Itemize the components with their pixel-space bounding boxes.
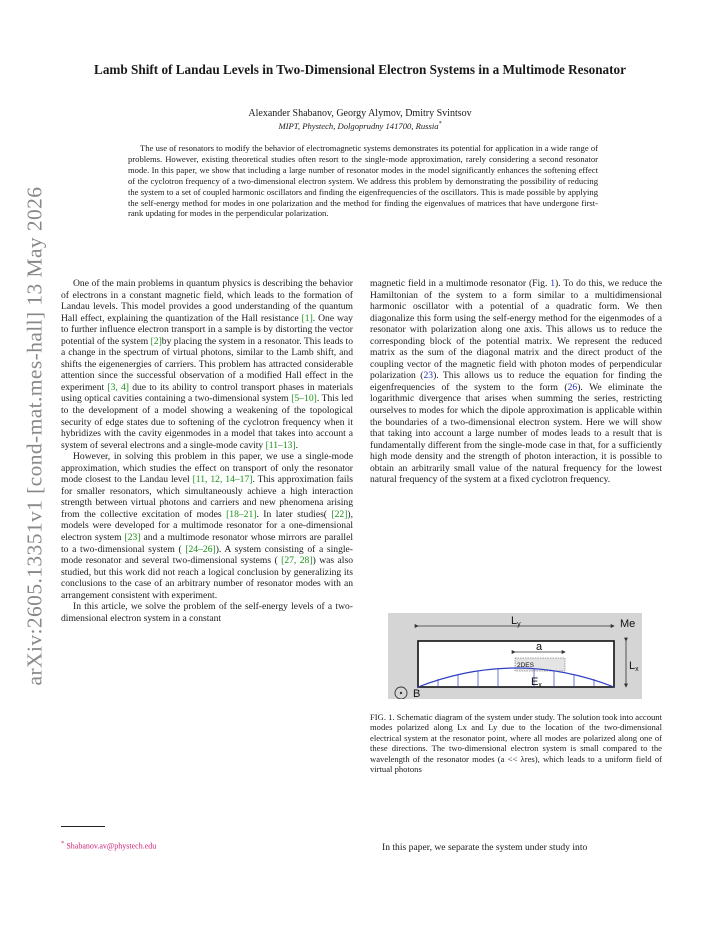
- citation-link[interactable]: [3, 4]: [107, 381, 129, 393]
- 2des-label: 2DES: [517, 662, 534, 669]
- body-paragraph-4: [370, 278, 662, 486]
- text-run: . One way to further influence electron transport in a sample is by distorting the vector potential of the system: [61, 312, 353, 347]
- text-run: ). A system consisting of a single-mode resonator and several two-dimensional systems (: [61, 543, 353, 567]
- text-run: due to its ability to control transport phases in materials using optical cavities containing a two-dimensional system: [61, 381, 353, 405]
- citation-link[interactable]: [23]: [124, 532, 141, 544]
- text-run: ). We eliminate the logarithmic divergence that arises when summing the series, restricting ourselves to modes for which the dipole approximation is applicable within the boundaries of a two-dimensional electron system. Here we will show that taking into account a large number of modes leads to a result that is fundamentally different from the single-mode case in that, for a sufficiently high mode density and the strength of photon interaction, it is possible to obtain an arbitrarily small value of the natural frequency for the lowest natural frequency of the system at a fixed cyclotron frequency.: [370, 381, 662, 486]
- citation-link[interactable]: [24–26]: [185, 543, 216, 555]
- footnote-mark: *: [61, 840, 65, 847]
- citation-link[interactable]: [1]: [301, 312, 313, 324]
- right-column: [370, 278, 662, 486]
- footnote-text: Shabanov.av@phystech.edu: [66, 841, 157, 851]
- text-run: by placing the system in a resonator. This leads to a change in the spectrum of virtual photons, similar to the Lamb shift, and shifts the eigenenergies of carriers. This problem has attracted considerable attention since the successful observation of a modified Hall effect in the experiment: [61, 335, 353, 393]
- footnote-email: [61, 840, 156, 851]
- affiliation: [60, 121, 660, 131]
- text-run: . This approximation fails for smaller resonators, which simultaneously achieve a high interaction strength between virtual photons and carriers and new phenomena arising from the collective excitation of modes: [61, 474, 353, 520]
- citation-link[interactable]: 1: [550, 278, 556, 289]
- magnetic-field-dot: [400, 692, 402, 694]
- footnote-rule: [61, 826, 105, 827]
- citation-link[interactable]: [5–10]: [291, 393, 317, 405]
- paper-title: Lamb Shift of Landau Levels in Two-Dimensional Electron Systems in a Multimode Resonator: [94, 62, 626, 77]
- citation-link[interactable]: [2]: [150, 335, 162, 347]
- text-run: ). To do this, we reduce the Hamiltonian of the system to a form similar to a multidimensional harmonic oscillator with a potential of a quadratic form. We then diagonalize this form using the self-energy method for the eigenmodes of a resonator with polarization along one axis. This allows us to reduce the corresponding block of the potential matrix. We represent the reduced matrix as the sum of the diagonal matrix and the direct product of the coupling vector of the magnetic field with photon modes of perpendicular polarization (: [370, 278, 662, 382]
- body-paragraph-3: [61, 601, 353, 624]
- affiliation-text: MIPT, Phystech, Dolgoprudny 141700, Russia: [278, 121, 439, 131]
- text-run: . In later studies(: [256, 508, 332, 520]
- citation-link[interactable]: 26: [567, 381, 578, 393]
- text-run: .: [295, 439, 299, 451]
- arxiv-identifier: arXiv:2605.13351v1 [cond-mat.mes-hall] 13 May 2026: [22, 186, 47, 686]
- text-run: In this paper, we separate the system under study into: [382, 842, 588, 853]
- lx-label: Lx: [629, 660, 639, 673]
- text-run: In this article, we solve the problem of the self-energy levels of a two-dimensional electron system in a constant: [61, 601, 353, 624]
- body-paragraph-5: [370, 842, 662, 854]
- body-paragraph-1: [61, 278, 353, 451]
- body-paragraph-2: [61, 451, 353, 601]
- text-run: ), models were developed for a multimode resonator for a one-dimensional electron system: [61, 508, 354, 544]
- resonator-schematic: [388, 613, 642, 699]
- left-column: [61, 278, 353, 624]
- text-run: . This led to the development of a model showing a weakening of the topological security of edge states due to softening of the cyclotron frequency when it hybridizes with the cavity eigenmodes in a model that takes into account a system of several electrons and a single-mode cavity: [61, 393, 353, 451]
- text-run: and a multimode resonator whose mirrors are parallel to a two-dimensional system (: [61, 532, 353, 555]
- citation-link[interactable]: [18–21]: [226, 508, 257, 520]
- text-run: magnetic field in a multimode resonator (Fig.: [370, 278, 551, 289]
- figure-1-diagram: [388, 613, 642, 699]
- citation-link[interactable]: [27, 28]: [281, 555, 313, 567]
- me-label: Me: [620, 618, 636, 630]
- text-run: ). This allows us to reduce the equation for finding the eigenfrequencies of the system to the form (: [370, 370, 662, 393]
- text-run: ) was also studied, but this work did not reach a logical conclusion by generalizing its conclusions to the case of an arbitrary number of resonator modes with an arrangement consistent with experiment.: [61, 555, 354, 601]
- figure-1-caption: FIG. 1. Schematic diagram of the system under study. The solution took into account modes polarized along Lx and Ly due to the location of the two-dimensional electrical system at the resonator point, where all modes are polarized along one of these directions. The two-dimensional electron system is small compared to the wavelength of the resonator modes (a << λres), which leads to a uniform field of virtual photons: [370, 712, 662, 775]
- text-run: However, in solving this problem in this paper, we use a single-mode approximation, which studies the effect on transport of only the resonator mode closest to the Landau level: [61, 451, 353, 486]
- citation-link[interactable]: [11, 12, 14–17]: [192, 474, 253, 486]
- text-run: One of the main problems in quantum physics is describing the behavior of electrons in a constant magnetic field, which leads to the formation of Landau levels. This model provides a good understanding of the quantum Hall effect, explaining the quantization of the Hall resistance: [61, 278, 353, 324]
- b-label: B: [413, 688, 421, 699]
- right-column-bottom: [370, 842, 662, 854]
- arxiv-sidebar: [20, 186, 50, 686]
- citation-link[interactable]: 23: [423, 370, 434, 382]
- a-label: a: [536, 641, 543, 653]
- affiliation-mark: *: [438, 121, 442, 128]
- author-list: Alexander Shabanov, Georgy Alymov, Dmitry Svintsov: [248, 108, 472, 119]
- ly-label: Ly: [511, 615, 521, 628]
- citation-link[interactable]: [11–13]: [265, 439, 296, 451]
- ex-label: Ex: [531, 676, 542, 689]
- citation-link[interactable]: [22]: [331, 508, 348, 520]
- abstract: The use of resonators to modify the behavior of electromagnetic systems demonstrates its potential for application in a wide range of problems. However, existing theoretical studies often resort to the single-mode approximation, rarely considering a second resonator mode. In this paper, we show that including a large number of resonator modes in the model significantly enhances the softening effect of the cyclotron frequency of a two-dimensional electron system. We address this problem by demonstrating the possibility of reducing the system to a set of coupled harmonic oscillators and finding the eigenfrequencies of the oscillators. This is made possible by applying the self-energy method for modes in one polarization and the method for finding the eigenvalues of matrices that have undergone first-rank updating for modes in the perpendicular polarization.: [128, 143, 598, 219]
